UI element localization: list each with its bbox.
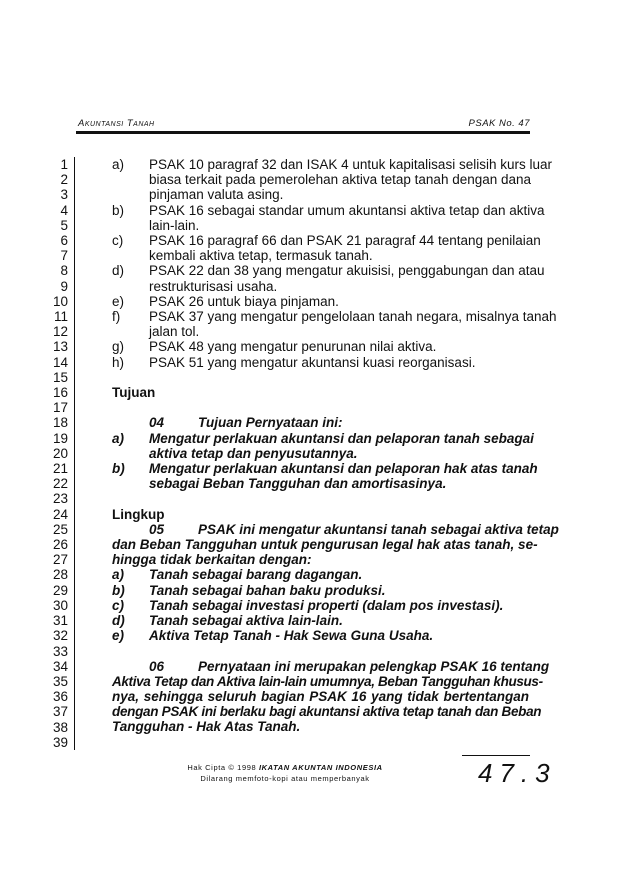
- list-label: b): [112, 582, 125, 598]
- line-number: 35: [52, 673, 68, 689]
- paragraph-text: Aktiva Tetap dan Aktiva lain-lain umumnya, Beban Tangguhan khusus-: [112, 673, 543, 689]
- line-number-column: [44, 157, 68, 750]
- paragraph-number: 04: [149, 415, 165, 431]
- list-label: c): [112, 597, 125, 613]
- line-number: 22: [52, 476, 68, 492]
- page-number: 47.3: [478, 758, 557, 788]
- line-number: 23: [52, 491, 68, 507]
- list-text: PSAK 10 paragraf 32 dan ISAK 4 untuk kapitalisasi selisih kurs luar: [149, 157, 552, 172]
- list-text: Tanah sebagai bahan baku produksi.: [149, 582, 386, 598]
- list-label: d): [112, 613, 125, 628]
- line-number: 37: [52, 704, 68, 720]
- list-label: f): [112, 309, 121, 324]
- list-text: kembali aktiva tetap, termasuk tanah.: [149, 248, 373, 264]
- paragraph-text: PSAK ini mengatur akuntansi tanah sebagai aktiva tetap: [198, 521, 559, 537]
- paragraph-text: dan Beban Tangguhan untuk pengurusan legal hak atas tanah, se-: [112, 537, 538, 552]
- paragraph-text: Pernyataan ini merupakan pelengkap PSAK 16 tentang: [198, 658, 550, 674]
- list-text: Tanah sebagai barang dagangan.: [149, 567, 363, 583]
- list-label: c): [112, 233, 124, 248]
- copy-notice: Dilarang memfoto-kopi atau memperbanyak: [200, 774, 370, 783]
- line-number: 30: [52, 597, 68, 613]
- line-number: 31: [52, 613, 68, 629]
- list-text: restrukturisasi usaha.: [149, 278, 278, 294]
- copyright-org: IKATAN AKUNTAN INDONESIA: [258, 763, 383, 772]
- list-text: biasa terkait pada pemerolehan aktiva tetap tanah dengan dana: [149, 172, 532, 188]
- line-number: 2: [60, 172, 68, 188]
- paragraph-number: 06: [149, 658, 165, 674]
- line-number: 18: [52, 415, 68, 431]
- line-number: 5: [60, 217, 68, 233]
- line-number: 32: [52, 628, 68, 644]
- line-number: 38: [52, 719, 68, 735]
- copyright-prefix: Hak Cipta © 1998: [187, 763, 257, 772]
- line-number: 13: [52, 339, 68, 355]
- list-text: Aktiva Tetap Tanah - Hak Sewa Guna Usaha.: [149, 628, 434, 644]
- list-text: Mengatur perlakuan akuntansi dan pelaporan hak atas tanah: [149, 461, 538, 476]
- paragraph-number: 05: [149, 521, 165, 537]
- list-label: a): [112, 567, 125, 583]
- copyright-line: [160, 762, 410, 773]
- line-number: 4: [60, 202, 68, 218]
- list-text: PSAK 48 yang mengatur penurunan nilai aktiva.: [149, 339, 437, 355]
- list-text: PSAK 16 paragraf 66 dan PSAK 21 paragraf 44 tentang penilaian: [149, 233, 541, 248]
- line-number: 33: [52, 643, 68, 659]
- line-number: 39: [52, 734, 68, 750]
- line-number: 3: [60, 187, 68, 203]
- list-text: PSAK 26 untuk biaya pinjaman.: [149, 293, 339, 309]
- line-number: 27: [52, 552, 68, 568]
- list-label: g): [112, 339, 125, 355]
- list-label: e): [112, 628, 125, 644]
- line-number: 28: [52, 567, 68, 583]
- paragraph-title: Tujuan Pernyataan ini:: [198, 415, 343, 431]
- list-text: PSAK 51 yang mengatur akuntansi kuasi reorganisasi.: [149, 354, 476, 370]
- line-number: 16: [52, 385, 68, 401]
- list-label: h): [112, 354, 125, 370]
- list-text: pinjaman valuta asing.: [149, 187, 284, 203]
- list-text: aktiva tetap dan penyusutannya.: [149, 445, 358, 461]
- line-number: 24: [52, 506, 68, 522]
- line-number: 21: [52, 461, 68, 477]
- section-heading-text: Tujuan: [112, 385, 156, 400]
- line-number: 15: [52, 369, 68, 385]
- list-text: jalan tol.: [149, 324, 200, 340]
- list-text: lain-lain.: [149, 217, 200, 233]
- header-rule: [76, 131, 530, 134]
- line-number: 12: [52, 324, 68, 340]
- line-number: 29: [52, 582, 68, 598]
- list-label: d): [112, 263, 125, 279]
- line-number: 11: [53, 309, 68, 325]
- line-number: 20: [52, 445, 68, 461]
- line-number: 6: [60, 233, 68, 249]
- line-number: 36: [52, 689, 68, 705]
- list-text: Tanah sebagai aktiva lain-lain.: [149, 613, 343, 628]
- line-number: 9: [60, 278, 68, 294]
- running-header-standard: PSAK No. 47: [468, 118, 530, 129]
- line-number: 7: [60, 248, 68, 264]
- list-label: a): [112, 430, 125, 446]
- list-text: Tanah sebagai investasi properti (dalam pos investasi).: [149, 597, 504, 613]
- list-text: sebagai Beban Tangguhan dan amortisasinya.: [149, 476, 447, 492]
- paragraph-text: hingga tidak berkaitan dengan:: [112, 552, 312, 568]
- list-text: PSAK 37 yang mengatur pengelolaan tanah negara, misalnya tanah: [149, 309, 557, 324]
- line-number: 1: [60, 157, 68, 172]
- line-number: 17: [52, 400, 68, 416]
- paragraph-text: nya, sehingga seluruh bagian PSAK 16 yang tidak bertentangan: [112, 689, 529, 704]
- line-number: 19: [52, 430, 68, 446]
- list-label: e): [112, 293, 125, 309]
- paragraph-text: Tangguhan - Hak Atas Tanah.: [112, 719, 301, 735]
- list-label: b): [112, 461, 125, 476]
- list-text: Mengatur perlakuan akuntansi dan pelaporan tanah sebagai: [149, 430, 534, 446]
- list-label: a): [112, 157, 125, 172]
- line-number: 8: [60, 263, 68, 279]
- running-header-title: Akuntansi Tanah: [78, 118, 155, 129]
- list-text: PSAK 22 dan 38 yang mengatur akuisisi, penggabungan dan atau: [149, 263, 545, 279]
- line-number: 14: [52, 354, 68, 370]
- list-label: b): [112, 202, 125, 218]
- line-number: 26: [52, 537, 68, 553]
- line-number-divider: [74, 157, 75, 750]
- section-heading-text: Lingkup: [112, 506, 165, 522]
- line-number: 10: [52, 293, 68, 309]
- footer-rule: [462, 755, 530, 756]
- list-text: PSAK 16 sebagai standar umum akuntansi aktiva tetap dan aktiva: [149, 202, 545, 218]
- line-number: 34: [52, 658, 68, 674]
- line-number: 25: [52, 521, 68, 537]
- paragraph-text: dengan PSAK ini berlaku bagi akuntansi aktiva tetap tanah dan Beban: [112, 704, 542, 720]
